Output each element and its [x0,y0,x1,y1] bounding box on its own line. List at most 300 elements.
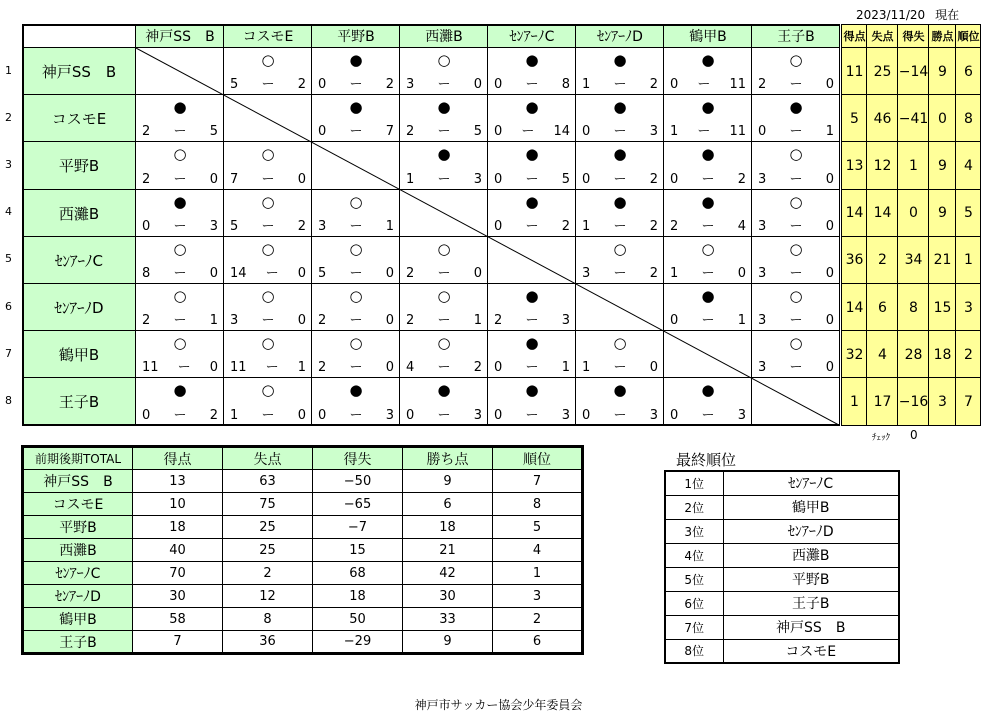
column-header-label: 鶴甲B [689,29,727,45]
goals-against: 0 [825,265,834,281]
goals-for: 2 [758,77,767,93]
goals-against: 2 [649,77,658,93]
total-value: 2 [493,608,583,631]
stat-value: 14 [845,299,864,316]
final-team: コスモE [723,639,899,663]
goals-against: 3 [561,407,570,423]
total-team-name: 神戸SS B [23,470,133,493]
goals-for: 0 [582,407,591,423]
stat-cell [956,190,981,237]
goals-against: 0 [297,313,306,329]
goals-for: 2 [406,313,415,329]
result-mark: ○ [349,192,363,211]
final-ranking-title: 最終順位 [676,451,737,469]
goals-for: 0 [582,171,591,187]
final-rank: 4位 [665,543,723,567]
as-of-label: 現在 [935,8,960,22]
result-mark: ○ [789,287,803,305]
goals-for: 3 [230,313,239,329]
score-dash: ー [349,124,363,140]
goals-for: 0 [318,407,327,423]
stat-cell [956,48,981,95]
result-mark: ● [525,192,539,211]
stat-value: 0 [909,205,918,222]
total-value: −7 [313,516,403,539]
score-dash: ー [697,77,711,93]
total-value: 2 [223,562,313,585]
stat-cell [956,95,981,142]
stat-line-horizontal [842,94,981,95]
row-number: 5 [5,252,12,266]
column-header [664,24,752,48]
goals-against: 0 [473,77,482,93]
score-dash: ー [349,360,363,376]
goals-against: 0 [825,171,834,187]
goals-against: 3 [737,407,746,423]
score-dash: ー [789,218,803,234]
row-number: 8 [5,394,12,407]
goals-against: 0 [209,171,218,187]
total-value: 21 [403,539,493,562]
column-header-label: 平野B [337,29,375,45]
total-value: 30 [133,585,223,608]
goals-for: 5 [230,218,239,234]
goals-for: 2 [142,313,151,329]
result-mark: ○ [349,334,363,353]
result-mark: ● [173,381,187,400]
column-header [488,24,576,48]
total-value: 8 [223,608,313,631]
stat-value: 13 [845,157,864,174]
result-mark: ● [525,334,539,353]
total-value: 68 [313,562,403,585]
goals-against: 0 [825,360,834,376]
goals-against: 0 [209,360,218,376]
goals-for: 0 [318,77,327,93]
column-header-label: 王子B [777,29,815,45]
score-dash: ー [265,265,279,281]
stat-value: 7 [964,393,973,410]
total-value: 63 [223,470,313,493]
final-rank: 1位 [665,471,723,495]
stat-line-horizontal [842,425,981,426]
goals-for: 2 [142,124,151,140]
total-value: 6 [493,631,583,654]
score-dash: ー [349,218,363,234]
row-team-label [22,331,136,378]
total-value: 18 [133,516,223,539]
row-team-label [22,48,136,95]
stat-line-horizontal [842,330,981,331]
goals-against: 3 [385,407,394,423]
goals-for: 1 [582,77,591,93]
total-header-cell: 失点 [223,447,313,470]
total-team-name: 平野B [23,516,133,539]
total-team-name: ｾﾝｱｰﾉD [23,585,133,608]
total-value: 15 [313,539,403,562]
stat-line-horizontal [842,189,981,190]
result-mark: ○ [613,239,627,258]
score-dash: ー [789,171,803,187]
score-dash: ー [789,360,803,376]
stat-value: −41 [898,110,929,127]
goals-for: 0 [494,407,503,423]
score-dash: ー [789,77,803,93]
result-mark: ○ [261,381,275,400]
total-team-name: ｾﾝｱｰﾉC [23,562,133,585]
result-mark: ○ [261,287,275,305]
stat-cell [898,48,929,95]
row-team-label [22,284,136,331]
diagonal-line [136,48,840,426]
stat-value: 9 [938,157,947,174]
goals-against: 0 [649,360,658,376]
list-item [665,639,899,663]
column-header-label: 神戸SS B [145,29,215,45]
goals-for: 14 [230,265,247,281]
stat-cell [842,190,867,237]
goals-against: 0 [385,265,394,281]
goals-against: 0 [297,407,306,423]
score-dash: ー [349,265,363,281]
total-value: 6 [403,493,493,516]
score-dash: ー [265,360,279,376]
goals-against: 3 [649,407,658,423]
result-mark: ○ [261,192,275,211]
goals-for: 5 [230,77,239,93]
goals-against: 0 [825,313,834,329]
total-value: 3 [493,585,583,608]
goals-for: 2 [670,218,679,234]
table-row [23,516,583,539]
goals-for: 5 [318,265,327,281]
total-value: −29 [313,631,403,654]
stat-value: 5 [964,205,973,222]
stat-header [898,24,929,48]
grid-border-top [22,24,840,26]
result-mark: ● [525,98,539,117]
score-dash: ー [349,77,363,93]
score-dash: ー [613,407,627,423]
stat-cell [842,48,867,95]
stat-value: 18 [933,346,952,363]
final-rank: 6位 [665,591,723,615]
column-header [576,24,664,48]
stat-cell [956,237,981,284]
goals-for: 0 [406,407,415,423]
table-row [23,631,583,654]
score-dash: ー [701,313,715,329]
result-mark: ● [613,51,627,69]
footer-org: 神戸市サッカー協会少年委員会 [414,698,583,712]
result-mark: ● [789,98,803,117]
stat-cell [929,95,956,142]
goals-against: 2 [385,77,394,93]
goals-for: 1 [582,360,591,376]
goals-for: 2 [318,360,327,376]
total-value: 18 [313,585,403,608]
result-mark: ● [349,381,363,400]
goals-against: 3 [473,171,482,187]
total-value: 50 [313,608,403,631]
score-dash: ー [261,313,275,329]
total-header-cell: 得点 [133,447,223,470]
column-header-label: コスモE [242,29,294,45]
total-value: 13 [133,470,223,493]
result-mark: ● [525,381,539,400]
final-ranking-table [664,470,900,664]
goals-against: 0 [385,360,394,376]
total-header-cell: 順位 [493,447,583,470]
final-rank: 5位 [665,567,723,591]
score-dash: ー [437,360,451,376]
goals-for: 1 [670,265,679,281]
stat-value: 2 [878,252,887,269]
score-dash: ー [177,360,191,376]
goals-against: 0 [297,171,306,187]
result-mark: ○ [437,334,451,353]
goals-against: 7 [385,124,394,140]
total-value: −65 [313,493,403,516]
stat-cell [842,378,867,425]
result-mark: ● [525,287,539,305]
goals-against: 2 [561,218,570,234]
total-value: 18 [403,516,493,539]
goals-against: 3 [209,218,218,234]
goals-for: 0 [582,124,591,140]
goals-against: 2 [297,218,306,234]
result-mark: ○ [349,239,363,258]
row-number: 6 [5,299,12,313]
stat-line-vertical [955,24,956,426]
goals-for: 0 [142,218,151,234]
row-number: 7 [5,346,12,360]
goals-against: 1 [473,313,482,329]
stat-value: 3 [964,299,973,316]
stat-header-label: 得失 [902,30,925,43]
result-mark: ○ [789,334,803,353]
table-row [23,539,583,562]
goals-for: 0 [670,77,679,93]
column-header-label: ｾﾝｱｰﾉD [597,29,643,45]
stat-cell [867,190,898,237]
row-team-name: ｾﾝｱｰﾉC [55,251,103,270]
score-dash: ー [173,407,187,423]
stat-cell [867,142,898,189]
goals-against: 3 [473,407,482,423]
score-dash: ー [613,124,627,140]
goals-against: 0 [297,265,306,281]
score-dash: ー [789,124,803,140]
total-value: 4 [493,539,583,562]
goals-for: 0 [670,171,679,187]
total-value: 75 [223,493,313,516]
goals-against: 0 [825,77,834,93]
score-dash: ー [437,124,451,140]
result-mark: ○ [261,51,275,69]
result-mark: ○ [613,334,627,353]
score-dash: ー [261,171,275,187]
goals-against: 2 [737,171,746,187]
stat-value: 6 [964,63,973,80]
goals-for: 3 [758,313,767,329]
score-dash: ー [173,265,187,281]
goals-against: 11 [729,124,746,140]
goals-for: 0 [670,407,679,423]
goals-for: 3 [318,218,327,234]
row-number: 4 [5,205,12,219]
row-team-name: 王子B [58,393,100,412]
total-team-name: 西灘B [23,539,133,562]
result-mark: ○ [173,334,187,353]
score-dash: ー [701,407,715,423]
stat-header [867,24,898,48]
stat-line-horizontal [842,141,981,142]
total-value: 1 [493,562,583,585]
goals-for: 2 [494,313,503,329]
score-dash: ー [437,77,451,93]
total-value: 12 [223,585,313,608]
score-dash: ー [525,407,539,423]
result-mark: ○ [261,239,275,258]
result-mark: ● [173,192,187,211]
goals-for: 3 [758,171,767,187]
result-mark: ● [701,98,715,117]
column-header [224,24,312,48]
score-dash: ー [701,265,715,281]
column-header [312,24,400,48]
stat-line-horizontal [842,236,981,237]
goals-against: 11 [729,77,746,93]
goals-for: 4 [406,360,415,376]
goals-for: 3 [758,218,767,234]
score-dash: ー [437,265,451,281]
stat-cell [842,331,867,378]
total-value: 9 [403,631,493,654]
column-header [400,24,488,48]
result-mark: ● [701,287,715,305]
total-value: 25 [223,516,313,539]
stat-cell [898,142,929,189]
stat-cell [929,284,956,331]
result-mark: ○ [789,145,803,164]
stat-line-header [842,47,981,48]
stat-cell [956,284,981,331]
score-dash: ー [525,77,539,93]
stat-header-label: 失点 [871,30,894,43]
result-mark: ● [349,98,363,117]
row-number: 2 [5,110,12,124]
score-dash: ー [525,360,539,376]
goals-against: 0 [737,265,746,281]
stat-value: 1 [909,157,918,174]
row-team-label [22,95,136,142]
row-number: 1 [5,63,12,77]
stat-cell [898,331,929,378]
result-mark: ● [437,381,451,400]
stat-value: 1 [850,393,859,410]
score-dash: ー [613,360,627,376]
check-label: ﾁｪｯｸ [872,433,891,443]
goals-against: 4 [737,218,746,234]
goals-for: 0 [142,407,151,423]
table-row [23,562,583,585]
stat-value: −16 [898,393,929,410]
total-value: 25 [223,539,313,562]
total-team-name: コスモE [23,493,133,516]
result-mark: ○ [173,287,187,305]
goals-against: 2 [649,218,658,234]
goals-for: 3 [758,360,767,376]
goals-for: 2 [142,171,151,187]
goals-against: 2 [649,171,658,187]
total-value: 70 [133,562,223,585]
total-value: 33 [403,608,493,631]
date-stamp [856,6,959,23]
stat-cell [842,95,867,142]
stat-header [956,24,981,48]
total-value: 7 [493,470,583,493]
stat-value: 14 [873,205,892,222]
goals-for: 0 [670,313,679,329]
total-value: 10 [133,493,223,516]
row-team-label [22,378,136,425]
goals-against: 2 [297,77,306,93]
stat-value: 8 [964,110,973,127]
stat-value: 12 [873,157,892,174]
stat-cell [929,378,956,425]
stat-line-vertical [980,24,981,426]
grid-border-left [22,24,24,426]
final-team: 王子B [723,591,899,615]
result-mark: ● [173,98,187,117]
total-header-cell: 前期後期TOTAL [23,447,133,470]
list-item [665,567,899,591]
table-row [23,470,583,493]
stat-line-horizontal [842,377,981,378]
total-value: 8 [493,493,583,516]
goals-for: 3 [406,77,415,93]
score-dash: ー [525,171,539,187]
result-mark: ● [437,145,451,164]
row-team-name: ｾﾝｱｰﾉD [54,299,104,318]
score-dash: ー [437,313,451,329]
stat-value: 9 [938,63,947,80]
goals-for: 0 [494,77,503,93]
final-team: 平野B [723,567,899,591]
final-team: 神戸SS B [723,615,899,639]
final-team: ｾﾝｱｰﾉC [723,471,899,495]
total-team-name: 鶴甲B [23,608,133,631]
row-team-label [22,237,136,284]
score-dash: ー [613,77,627,93]
result-mark: ○ [789,239,803,258]
result-mark: ● [349,51,363,69]
stat-value: 3 [938,393,947,410]
stat-cell [898,378,929,425]
result-mark: ● [613,145,627,164]
score-dash: ー [261,218,275,234]
total-value: 40 [133,539,223,562]
goals-against: 1 [385,218,394,234]
stat-cell [842,142,867,189]
stat-value: 11 [845,63,864,80]
final-team: 鶴甲B [723,495,899,519]
stat-value: 21 [933,252,952,269]
score-dash: ー [521,124,535,140]
goals-against: 1 [737,313,746,329]
goals-against: 0 [473,265,482,281]
